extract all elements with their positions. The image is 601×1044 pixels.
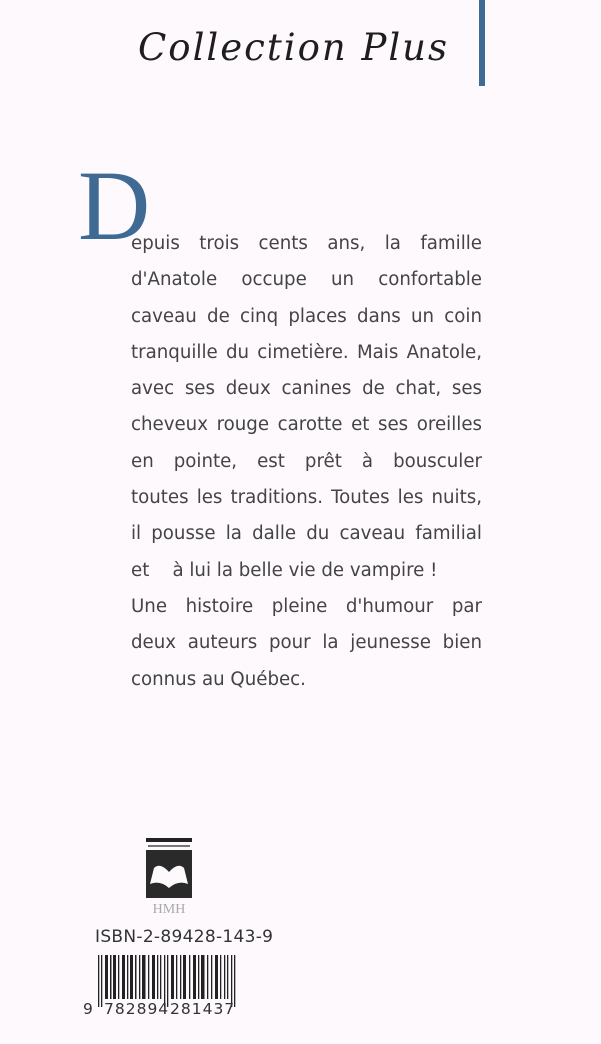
publisher-logo-label: HMH xyxy=(152,902,186,916)
open-book-icon xyxy=(146,838,192,916)
barcode-right-digits: 281437 xyxy=(170,1000,236,1018)
barcode-left-digits: 782894 xyxy=(104,1000,170,1018)
blurb-line: d'Anatole occupe un confortable xyxy=(131,269,482,291)
blurb-line: en pointe, est prêt à bousculer xyxy=(131,450,482,472)
publisher-logo xyxy=(146,838,192,916)
blurb-line: caveau de cinq places dans un coin xyxy=(131,305,482,327)
blurb-line: connus au Québec. xyxy=(131,668,306,690)
blurb-line: cheveux rouge carotte et ses oreilles xyxy=(131,414,482,436)
blurb-line: et à lui la belle vie de vampire ! xyxy=(131,559,438,581)
drop-cap: D xyxy=(78,150,151,261)
series-title: Collection Plus xyxy=(138,26,449,69)
blurb-line: avec ses deux canines de chat, ses xyxy=(131,378,482,400)
blurb-paragraph-1 xyxy=(131,226,482,589)
accent-bar xyxy=(479,0,485,86)
blurb-line: deux auteurs pour la jeunesse bien xyxy=(131,632,482,654)
isbn-label: ISBN-2-89428-143-9 xyxy=(95,927,274,947)
blurb-line: tranquille du cimetière. Mais Anatole, xyxy=(131,341,482,363)
blurb-line: toutes les traditions. Toutes les nuits, xyxy=(131,487,482,509)
barcode-lead-digit: 9 xyxy=(83,1000,94,1018)
blurb-line: Une histoire pleine d'humour par xyxy=(131,596,482,617)
blurb-paragraph-2 xyxy=(131,589,482,698)
blurb-line: epuis trois cents ans, la famille xyxy=(131,233,482,254)
blurb-line: il pousse la dalle du caveau familial xyxy=(131,523,482,545)
